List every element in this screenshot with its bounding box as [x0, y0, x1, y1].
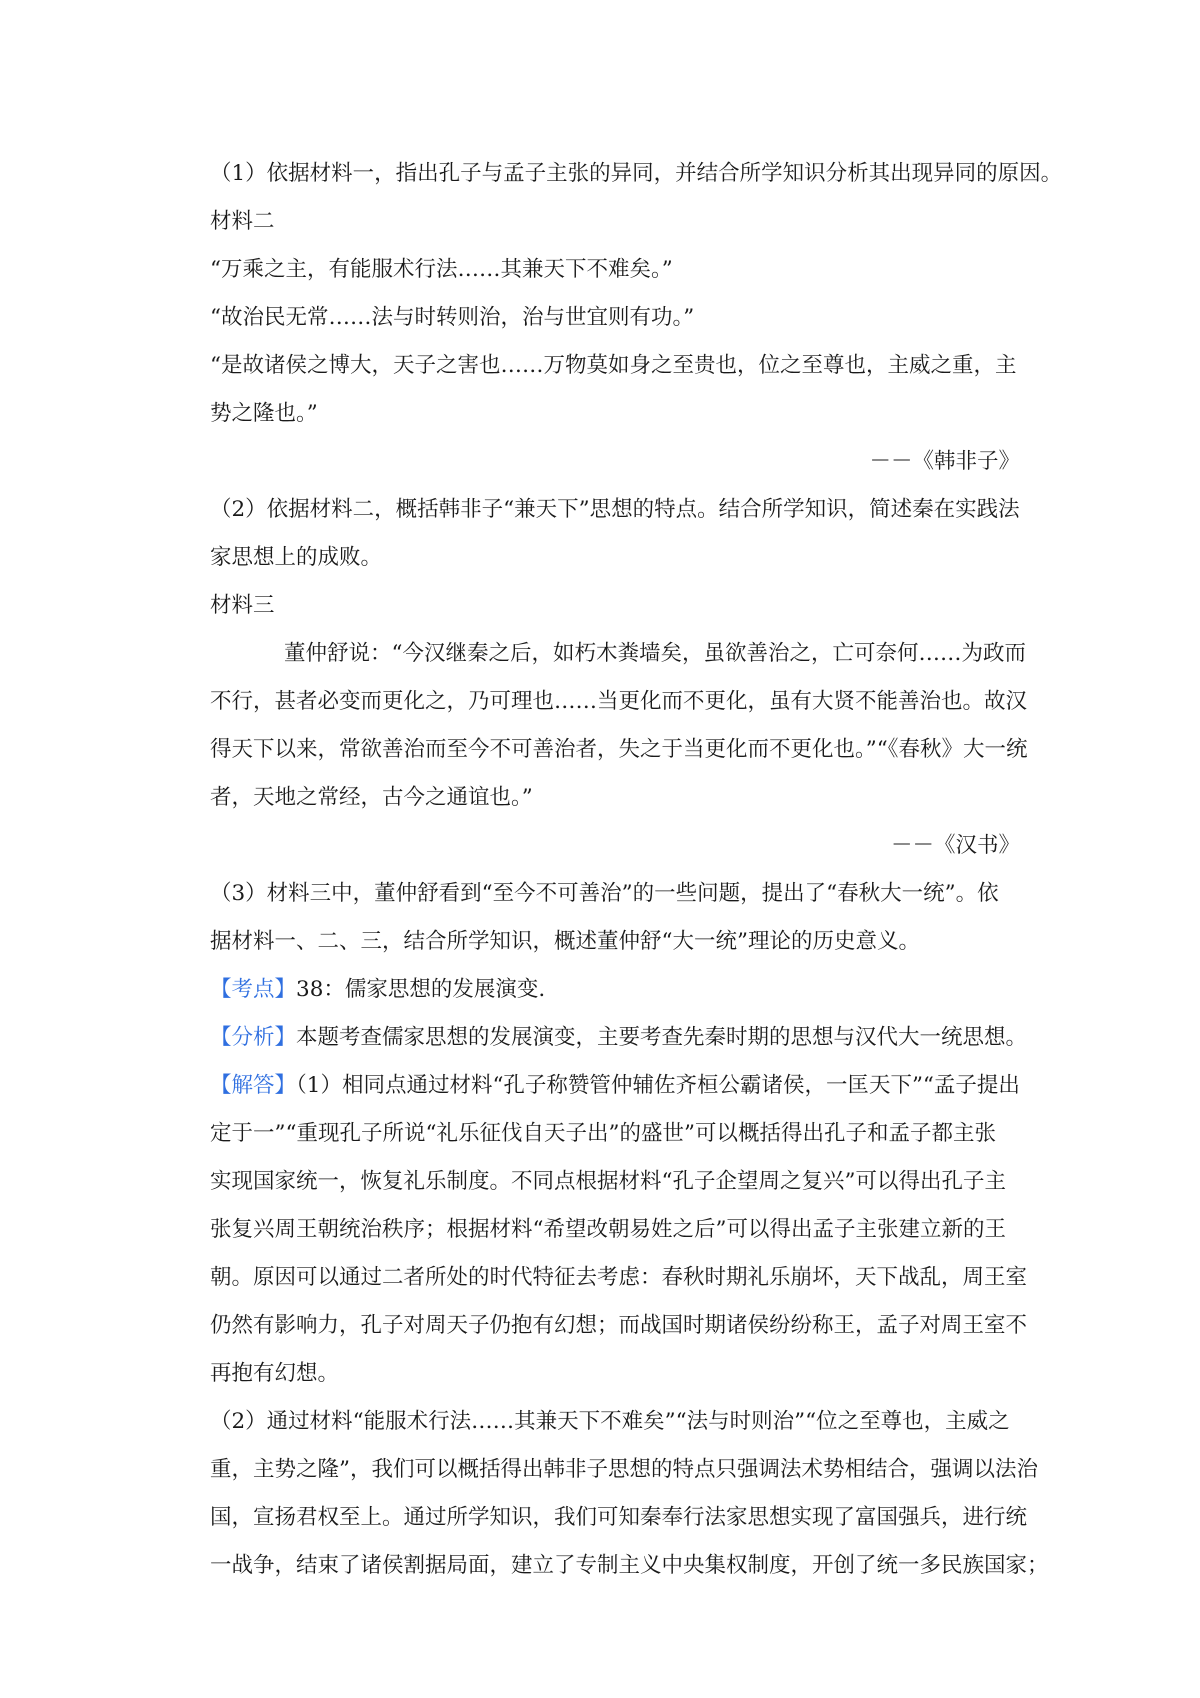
fenxi-tag: 【分析】	[210, 1025, 297, 1050]
material-3-text-4: 者，天地之常经，古今之通谊也。”	[210, 785, 533, 810]
material-2-quote-1: “万乘之主，有能服术行法……其兼天下不难矣。”	[210, 257, 673, 282]
answer-line: 实现国家统一，恢复礼乐制度。不同点根据材料“孔子企望周之复兴”可以得出孔子主	[210, 1169, 1006, 1194]
question-1: （1）依据材料一，指出孔子与孟子主张的异同，并结合所学知识分析其出现异同的原因。	[210, 161, 1063, 186]
answer-line: （2）通过材料“能服术行法……其兼天下不难矣”“法与时则治”“位之至尊也，主威之	[210, 1409, 1010, 1434]
question-2-cont: 家思想上的成败。	[210, 545, 383, 570]
material-2-quote-3-cont: 势之隆也。”	[210, 401, 318, 426]
kaodian-text: 38：儒家思想的发展演变.	[296, 977, 546, 1002]
kaodian-tag: 【考点】	[210, 977, 297, 1002]
material-3-text-3: 得天下以来，常欲善治而至今不可善治者，失之于当更化而不更化也。”“《春秋》大一统	[210, 737, 1028, 762]
fenxi-text: 本题考查儒家思想的发展演变，主要考查先秦时期的思想与汉代大一统思想。	[296, 1025, 1028, 1050]
material-3-text-1: 董仲舒说：“今汉继秦之后，如朽木粪墙矣，虽欲善治之，亡可奈何……为政而	[284, 641, 1026, 666]
answer-line: 一战争，结束了诸侯割据局面，建立了专制主义中央集权制度，开创了统一多民族国家；	[210, 1553, 1049, 1578]
material-3-heading: 材料三	[210, 593, 275, 618]
answer-line: 国，宣扬君权至上。通过所学知识，我们可知秦奉行法家思想实现了富国强兵，进行统	[210, 1505, 1028, 1530]
jieda-first: （1）相同点通过材料“孔子称赞管仲辅佐齐桓公霸诸侯，一匡天下”“孟子提出	[296, 1073, 1020, 1098]
answer-line: 仍然有影响力，孔子对周天子仍抱有幻想；而战国时期诸侯纷纷称王，孟子对周王室不	[210, 1313, 1028, 1338]
kaodian-line	[210, 966, 1020, 1014]
document-page	[210, 150, 1063, 1590]
question-3: （3）材料三中，董仲舒看到“至今不可善治”的一些问题，提出了“春秋大一统”。依	[210, 881, 999, 906]
answer-line: 重，主势之隆”，我们可以概括得出韩非子思想的特点只强调法术势相结合，强调以法治	[210, 1457, 1038, 1482]
answer-line: 张复兴周王朝统治秩序；根据材料“希望改朝易姓之后”可以得出孟子主张建立新的王	[210, 1217, 1006, 1242]
jieda-line	[210, 1062, 1020, 1110]
material-3-text-2: 不行，甚者必变而更化之，乃可理也……当更化而不更化，虽有大贤不能善治也。故汉	[210, 689, 1028, 714]
material-2-quote-3: “是故诸侯之博大，天子之害也……万物莫如身之至贵也，位之至尊也，主威之重，主	[210, 353, 1017, 378]
jieda-tag: 【解答】	[210, 1073, 297, 1098]
answer-line: 再抱有幻想。	[210, 1361, 340, 1386]
material-2-heading: 材料二	[210, 209, 275, 234]
question-2: （2）依据材料二，概括韩非子“兼天下”思想的特点。结合所学知识，简述秦在实践法	[210, 497, 1020, 522]
question-3-cont: 据材料一、二、三，结合所学知识，概述董仲舒“大一统”理论的历史意义。	[210, 929, 920, 954]
answer-line: 定于一”“重现孔子所说“礼乐征伐自天子出”的盛世”可以概括得出孔子和孟子都主张	[210, 1121, 996, 1146]
fenxi-line	[210, 1014, 1028, 1062]
material-3-source: －－《汉书》	[890, 833, 1020, 858]
answer-line: 朝。原因可以通过二者所处的时代特征去考虑：春秋时期礼乐崩坏，天下战乱，周王室	[210, 1265, 1028, 1290]
material-2-quote-2: “故治民无常……法与时转则治，治与世宜则有功。”	[210, 305, 695, 330]
material-2-source: －－《韩非子》	[869, 449, 1020, 474]
